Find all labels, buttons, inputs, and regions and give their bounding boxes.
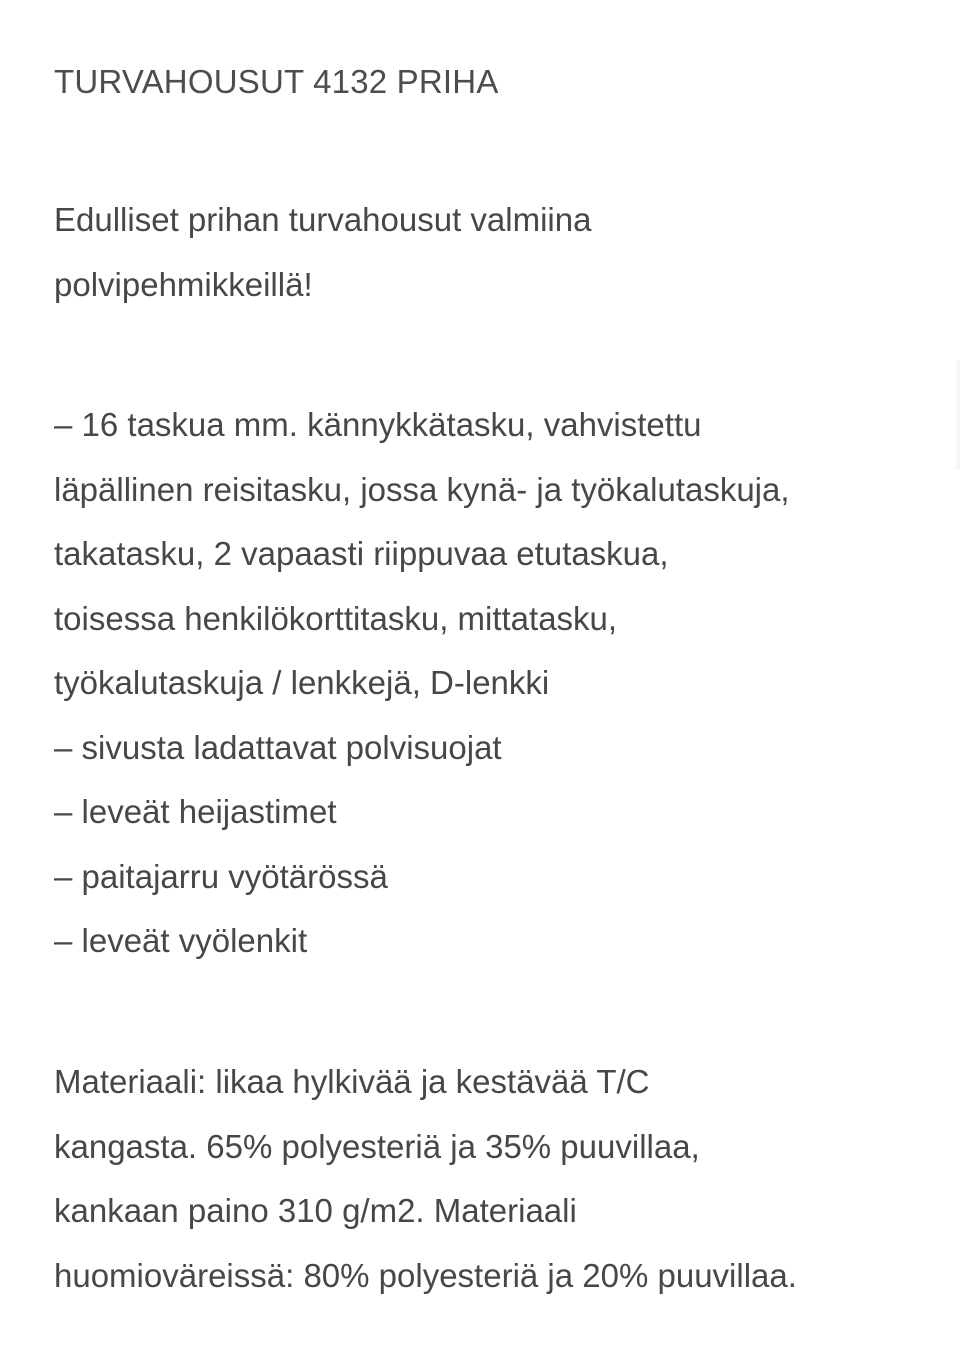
feature-line: – leveät heijastimet: [54, 793, 337, 830]
intro-line: polvipehmikkeillä!: [54, 265, 313, 303]
intro-line: Edulliset prihan turvahousut valmiina: [54, 201, 592, 238]
feature-line: – leveät vyölenkit: [54, 922, 308, 959]
product-title: TURVAHOUSUT 4132 PRIHA: [54, 63, 499, 100]
feature-line: – paitajarru vyötärössä: [54, 857, 388, 895]
scroll-edge-shadow: [954, 360, 960, 470]
feature-line: työkalutaskuja / lenkkejä, D-lenkki: [54, 664, 550, 701]
material-line: kangasta. 65% polyesteriä ja 35% puuvillaa,: [54, 1127, 700, 1165]
feature-line: – 16 taskua mm. kännykkätasku, vahvistettu: [54, 406, 702, 443]
feature-line: toisessa henkilökorttitasku, mittatasku,: [54, 599, 618, 637]
feature-line: takatasku, 2 vapaasti riippuvaa etutaskua,: [54, 535, 669, 572]
material-line: Materiaali: likaa hylkivää ja kestävää T/C: [54, 1063, 650, 1100]
feature-line: – sivusta ladattavat polvisuojat: [54, 728, 502, 766]
features-list: [54, 393, 790, 974]
material-line: huomioväreissä: 80% polyesteriä ja 20% puuvillaa.: [54, 1256, 797, 1294]
material-paragraph: [54, 1050, 797, 1308]
intro-paragraph: [54, 188, 591, 317]
feature-line: läpällinen reisitasku, jossa kynä- ja työkalutaskuja,: [54, 470, 790, 508]
material-line: kankaan paino 310 g/m2. Materiaali: [54, 1192, 577, 1229]
